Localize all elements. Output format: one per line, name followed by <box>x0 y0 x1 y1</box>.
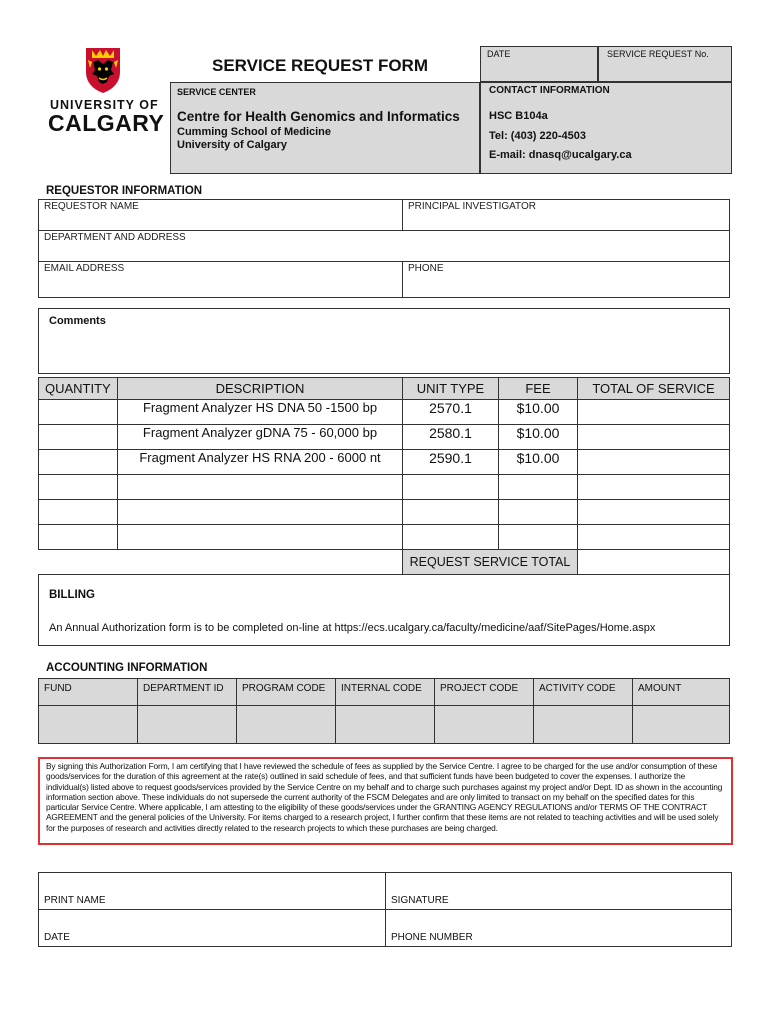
description-cell[interactable] <box>118 500 403 525</box>
description-cell: Fragment Analyzer gDNA 75 - 60,000 bp <box>118 425 403 450</box>
table-row <box>39 475 730 500</box>
description-cell: Fragment Analyzer HS RNA 200 - 6000 nt <box>118 450 403 475</box>
activity-code-header: ACTIVITY CODE <box>534 679 633 706</box>
contact-information-box <box>480 82 732 174</box>
email-address-label: EMAIL ADDRESS <box>44 263 125 274</box>
description-cell: Fragment Analyzer HS DNA 50 -1500 bp <box>118 400 403 425</box>
description-header: DESCRIPTION <box>118 378 403 400</box>
total-cell[interactable] <box>578 475 730 500</box>
unit-type-cell[interactable] <box>403 475 499 500</box>
total-of-service-header: TOTAL OF SERVICE <box>578 378 730 400</box>
quantity-cell[interactable] <box>39 525 118 550</box>
contact-room: HSC B104a <box>489 110 548 122</box>
service-items-table <box>38 377 730 575</box>
internal-code-header: INTERNAL CODE <box>336 679 435 706</box>
requestor-table <box>38 199 730 298</box>
billing-box <box>38 574 730 646</box>
signature-field[interactable] <box>386 873 732 910</box>
quantity-cell[interactable] <box>39 425 118 450</box>
service-center-box <box>170 82 480 174</box>
fee-cell[interactable] <box>499 525 578 550</box>
table-row <box>39 425 730 450</box>
contact-phone: Tel: (403) 220-4503 <box>489 130 587 142</box>
billing-text: An Annual Authorization form is to be completed on-line at https://ecs.ucalgary.ca/faculty/medicine/aaf/SitePages/Home.aspx <box>49 622 656 634</box>
fund-header: FUND <box>39 679 138 706</box>
logo-calgary: CALGARY <box>48 110 165 136</box>
comments-label: Comments <box>49 315 106 327</box>
date-label: DATE <box>487 49 511 59</box>
fee-cell: $10.00 <box>499 425 578 450</box>
unit-type-header: UNIT TYPE <box>403 378 499 400</box>
unit-type-cell: 2590.1 <box>403 450 499 475</box>
logo-university-of: UNIVERSITY OF <box>50 98 159 112</box>
department-address-field[interactable] <box>39 231 730 262</box>
date-field[interactable] <box>480 46 598 82</box>
requestor-section-title: REQUESTOR INFORMATION <box>46 185 203 197</box>
request-service-total-field[interactable] <box>578 550 730 575</box>
amount-field[interactable] <box>633 706 730 744</box>
quantity-cell[interactable] <box>39 500 118 525</box>
requestor-name-field[interactable] <box>39 200 403 231</box>
fee-cell[interactable] <box>499 475 578 500</box>
description-cell[interactable] <box>118 525 403 550</box>
quantity-cell[interactable] <box>39 450 118 475</box>
total-cell[interactable] <box>578 425 730 450</box>
phone-number-label: PHONE NUMBER <box>391 932 473 943</box>
unit-type-cell: 2580.1 <box>403 425 499 450</box>
description-cell[interactable] <box>118 475 403 500</box>
department-id-field[interactable] <box>138 706 237 744</box>
university-crest-icon <box>84 46 122 94</box>
university-name: University of Calgary <box>177 139 288 151</box>
service-request-number-label: SERVICE REQUEST No. <box>607 49 709 59</box>
unit-type-cell[interactable] <box>403 500 499 525</box>
amount-header: AMOUNT <box>633 679 730 706</box>
total-cell[interactable] <box>578 500 730 525</box>
fund-field[interactable] <box>39 706 138 744</box>
signature-label: SIGNATURE <box>391 895 449 906</box>
quantity-header: QUANTITY <box>39 378 118 400</box>
billing-title: BILLING <box>49 589 95 601</box>
principal-investigator-label: PRINCIPAL INVESTIGATOR <box>408 201 536 212</box>
phone-field[interactable] <box>403 262 730 298</box>
department-address-label: DEPARTMENT AND ADDRESS <box>44 232 186 243</box>
quantity-cell[interactable] <box>39 475 118 500</box>
service-center-label: SERVICE CENTER <box>177 87 256 97</box>
contact-information-label: CONTACT INFORMATION <box>489 85 610 96</box>
phone-label: PHONE <box>408 263 444 274</box>
phone-number-field[interactable] <box>386 910 732 947</box>
quantity-cell[interactable] <box>39 400 118 425</box>
comments-field[interactable] <box>38 308 730 374</box>
fee-header: FEE <box>499 378 578 400</box>
program-code-field[interactable] <box>237 706 336 744</box>
center-name: Centre for Health Genomics and Informatics <box>177 109 460 124</box>
department-id-header: DEPARTMENT ID <box>138 679 237 706</box>
signature-table <box>38 872 732 947</box>
unit-type-cell: 2570.1 <box>403 400 499 425</box>
requestor-name-label: REQUESTOR NAME <box>44 201 139 212</box>
principal-investigator-field[interactable] <box>403 200 730 231</box>
university-logo <box>48 46 165 136</box>
request-service-total-label: REQUEST SERVICE TOTAL <box>403 550 578 575</box>
form-title: SERVICE REQUEST FORM <box>212 56 428 75</box>
table-row <box>39 500 730 525</box>
service-request-number-field[interactable] <box>598 46 732 82</box>
email-address-field[interactable] <box>39 262 403 298</box>
project-code-field[interactable] <box>435 706 534 744</box>
accounting-table <box>38 678 730 744</box>
signature-date-field[interactable] <box>39 910 386 947</box>
accounting-section-title: ACCOUNTING INFORMATION <box>46 662 208 674</box>
activity-code-field[interactable] <box>534 706 633 744</box>
table-row <box>39 400 730 425</box>
school-name: Cumming School of Medicine <box>177 126 332 138</box>
internal-code-field[interactable] <box>336 706 435 744</box>
print-name-label: PRINT NAME <box>44 895 106 906</box>
table-row <box>39 525 730 550</box>
fee-cell: $10.00 <box>499 450 578 475</box>
table-row <box>39 450 730 475</box>
fee-cell: $10.00 <box>499 400 578 425</box>
program-code-header: PROGRAM CODE <box>237 679 336 706</box>
unit-type-cell[interactable] <box>403 525 499 550</box>
total-cell[interactable] <box>578 525 730 550</box>
authorization-statement: By signing this Authorization Form, I am certifying that I have reviewed the schedule of fees as supplied by the Service Centre. I agree to be charged for the use and/or consumption of these goods/services for the duration of this agreement at the rate(s) outlined in said schedule of fees, and that sufficient funds have been budgeted to cover the expenses. I authorize the individual(s) listed above to request goods/services provided by the Service Centre on my behalf and to charge such purchases against my project and/or Dept. ID as shown in the accounting information section above. These individuals do not supersede the current authority of the FSCM Delegates and are only limited to transact on my behalf on the specified dates for this particular Service Centre. Where applicable, I am attesting to the eligibility of these goods/services under the GRANTING AGENCY REGULATIONS and/or TERMS OF THE CONTRACT AGREEMENT and the general policies of the University. For items charged to a research project, I further confirm that these items are not related to teaching activities and will be used solely for the purposes of research and activities directly related to the research projects to which these purchases are being charged. <box>38 757 733 845</box>
total-cell[interactable] <box>578 450 730 475</box>
total-cell[interactable] <box>578 400 730 425</box>
project-code-header: PROJECT CODE <box>435 679 534 706</box>
fee-cell[interactable] <box>499 500 578 525</box>
print-name-field[interactable] <box>39 873 386 910</box>
signature-date-label: DATE <box>44 932 70 943</box>
contact-email: E-mail: dnasq@ucalgary.ca <box>489 149 632 161</box>
